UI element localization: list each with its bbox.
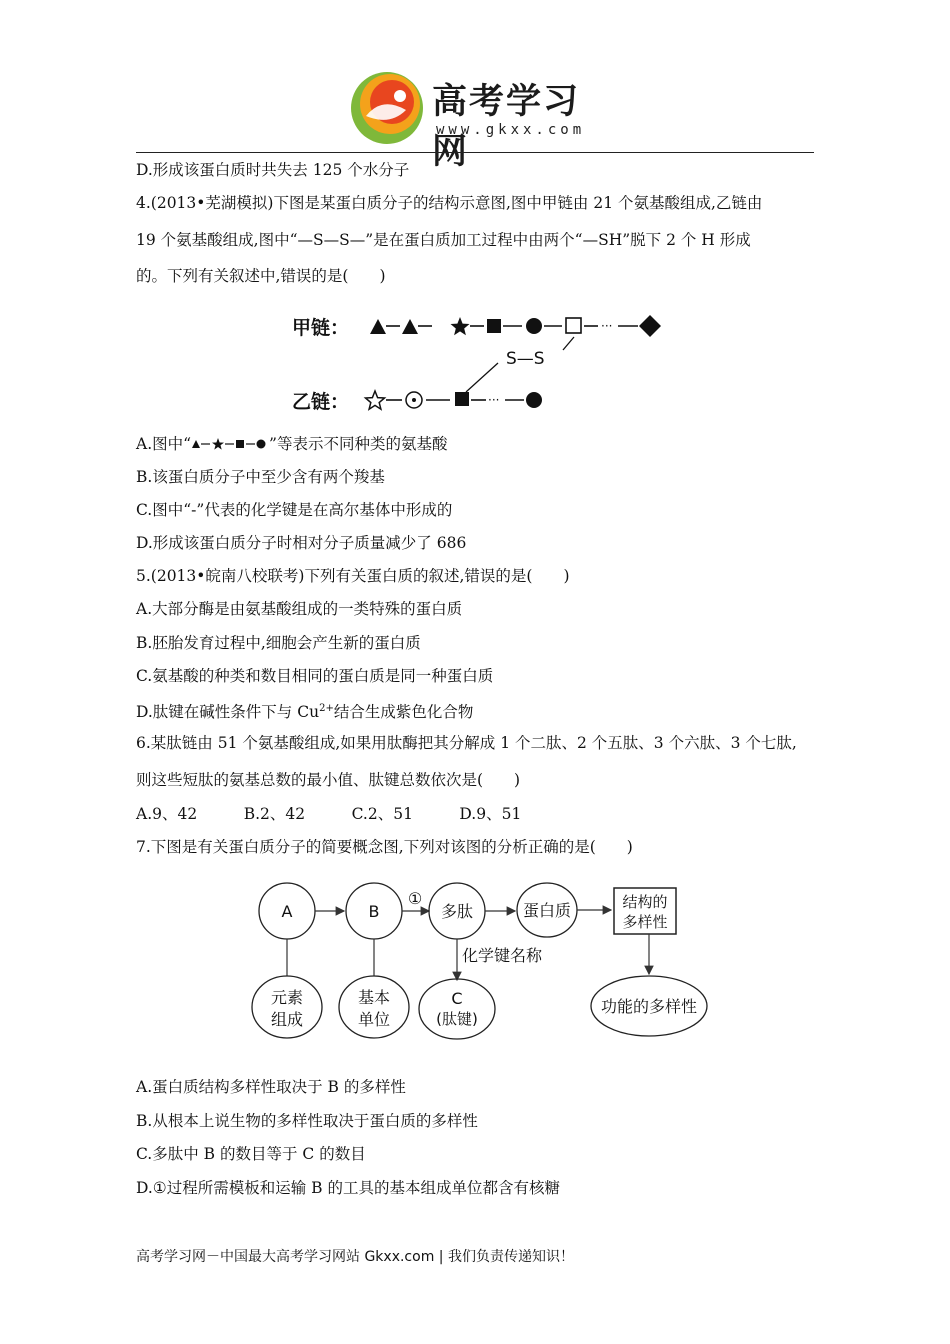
node-c-peptide-bond [419,979,495,1039]
node-protein-label: 蛋白质 [522,901,572,920]
node-b-label: B [368,902,380,921]
node-functional-diversity-label: 功能的多样性 [600,997,698,1016]
page-footer: 高考学习网－中国最大高考学习网站 Gkxx.com | 我们负责传递知识！ [136,1249,574,1265]
inline-residue-sequence-icon [191,436,269,450]
square-residue-icon [487,319,501,333]
open-square-residue-icon [566,318,581,333]
cu-charge-superscript: 2+ [319,703,334,714]
chain-b-label: 乙链： [292,391,350,413]
q5-option-d-suffix: 结合生成紫色化合物 [333,703,474,722]
node-elements-line2: 组成 [270,1010,304,1029]
q5-option-d [136,699,473,722]
q4-option-a [136,434,447,454]
q5-option-d-prefix: D.肽键在碱性条件下与 Cu [136,703,320,722]
q6-stem-line1: 6.某肽链由 51 个氨基酸组成,如果用肽酶把其分解成 1 个二肽、2 个五肽、3 个六肽、3 个七肽, [136,734,797,752]
diamond-residue-icon [639,315,661,337]
q5-option-a: A.大部分酶是由氨基酸组成的一类特殊的蛋白质 [136,600,463,618]
logo-title: 高考学习网 [432,82,581,172]
bond-name-label: 化学键名称 [462,946,543,965]
q5-option-b: B.胚胎发育过程中,细胞会产生新的蛋白质 [136,634,421,652]
node-c-line1: C [451,989,463,1008]
square-residue-icon [455,392,469,406]
q4-stem-line1: 4.(2013•芜湖模拟)下图是某蛋白质分子的结构示意图,图中甲链由 21 个氨基酸组成,乙链由 [136,194,763,212]
node-elements-line1: 元素 [270,988,304,1007]
q7-option-a: A.蛋白质结构多样性取决于 B 的多样性 [136,1078,406,1096]
circle-residue-icon [526,318,542,334]
svg-text:···: ··· [601,319,613,333]
chain-drawing [280,305,680,420]
triangle-residue-icon [402,319,418,334]
concept-map-diagram [245,870,715,1045]
q4-option-b: B.该蛋白质分子中至少含有两个羧基 [136,468,385,486]
q4-option-a-suffix: ”等表示不同种类的氨基酸 [269,435,448,453]
svg-text:···: ··· [488,393,500,407]
step-one-label: ① [407,889,423,908]
node-structural-diversity-line2: 多样性 [622,913,668,931]
open-star-residue-icon [366,391,385,409]
chain-a-label: 甲链： [292,317,350,339]
circle-residue-icon [526,392,542,408]
node-basic-unit-line2: 单位 [357,1010,391,1029]
header-divider [136,152,814,153]
star-residue-icon [451,317,470,335]
q7-option-b: B.从根本上说生物的多样性取决于蛋白质的多样性 [136,1112,478,1130]
node-structural-diversity-line1: 结构的 [622,893,668,911]
q4-stem-line2: 19 个氨基酸组成,图中“—S—S—”是在蛋白质加工过程中由两个“—SH”脱下 2 个 H 形成 [136,231,751,249]
node-a-label: A [281,902,293,921]
node-polypeptide-label: 多肽 [440,902,474,921]
logo-url: www.gkxx.com [436,122,586,138]
q4-option-a-prefix: A.图中“ [136,435,192,453]
logo-emblem-icon [346,66,428,150]
q6-options: A.9、42 B.2、42 C.2、51 D.9、51 [136,805,522,823]
site-logo [346,66,616,172]
q7-option-c: C.多肽中 B 的数目等于 C 的数目 [136,1145,366,1163]
triangle-residue-icon [370,319,386,334]
q4-option-d: D.形成该蛋白质分子时相对分子质量减少了 686 [136,534,467,552]
q5-stem: 5.(2013•皖南八校联考)下列有关蛋白质的叙述,错误的是( ) [136,567,570,585]
q4-stem-line3: 的。下列有关叙述中,错误的是( ) [136,267,386,285]
q4-option-c: C.图中“-”代表的化学键是在高尔基体中形成的 [136,501,453,519]
node-basic-unit-line1: 基本 [357,988,391,1007]
q5-option-c: C.氨基酸的种类和数目相同的蛋白质是同一种蛋白质 [136,667,494,685]
protein-chain-diagram [280,305,680,420]
q7-stem: 7.下图是有关蛋白质分子的简要概念图,下列对该图的分析正确的是( ) [136,838,633,856]
q6-stem-line2: 则这些短肽的氨基总数的最小值、肽键总数依次是( ) [136,771,521,789]
disulfide-bond-label: S—S [506,349,545,369]
node-c-line2: (肽键) [436,1010,478,1028]
q3-option-d: D.形成该蛋白质时共失去 125 个水分子 [136,161,410,179]
q7-option-d: D.①过程所需模板和运输 B 的工具的基本组成单位都含有核糖 [136,1179,560,1197]
